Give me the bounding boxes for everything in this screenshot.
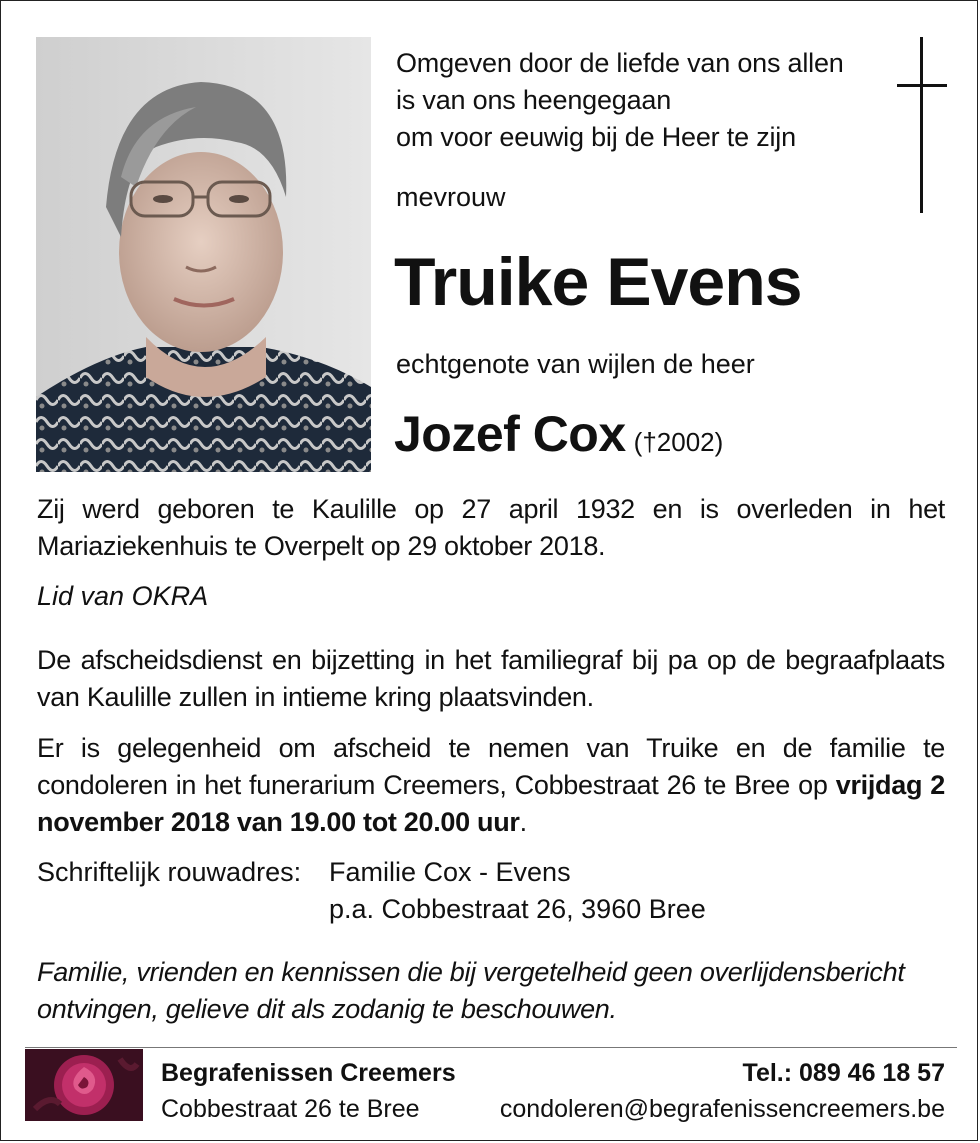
- footer-divider: [25, 1047, 957, 1048]
- visitation-time: vrijdag 2 november 2018 van 19.00 tot 20.00 uur: [37, 770, 946, 837]
- intro-line-2: is van ons heengegaan: [396, 85, 672, 115]
- visitation-text: Er is gelegenheid om afscheid te nemen van Truike en de familie te condoleren in het funerarium Creemers, Cobbestraat 26 te Bree op: [37, 733, 945, 800]
- company-email[interactable]: condoleren@begrafenissencreemers.be: [499, 1095, 945, 1123]
- company-name: Begrafenissen Creemers: [161, 1059, 456, 1087]
- rose-image: [25, 1049, 143, 1121]
- intro-line-3: om voor eeuwig bij de Heer te zijn: [396, 122, 796, 152]
- spouse-name-line: [394, 405, 723, 463]
- closing-note: Familie, vrienden en kennissen die bij vergetelheid geen overlijdensbericht ontvingen, gelieve dit als zodanig te beschouwen.: [37, 957, 905, 1024]
- address-label: Schriftelijk rouwadres:: [37, 857, 302, 887]
- spouse-name: Jozef Cox: [394, 406, 626, 462]
- company-street: Cobbestraat 26 te Bree: [161, 1095, 420, 1123]
- service-paragraph: De afscheidsdienst en bijzetting in het familiegraf bij pa op de begraafplaats van Kaulille zullen in intieme kring plaatsvinden.: [37, 645, 945, 712]
- mourning-address: [37, 854, 706, 928]
- spouse-intro: echtgenote van wijlen de heer: [396, 349, 755, 379]
- title-word: mevrouw: [396, 182, 506, 212]
- birth-death-paragraph: Zij werd geboren te Kaulille op 27 april 1932 en is overleden in het Mariaziekenhuis te Overpelt op 29 oktober 2018.: [37, 494, 945, 561]
- address-line-2: p.a. Cobbestraat 26, 3960 Bree: [329, 894, 706, 924]
- visitation-end: .: [519, 807, 527, 837]
- deceased-name: Truike Evens: [394, 244, 802, 320]
- membership-note: Lid van OKRA: [37, 581, 209, 611]
- visitation-paragraph: [37, 730, 945, 841]
- intro-line-1: Omgeven door de liefde van ons allen: [396, 48, 844, 78]
- address-line-1: Familie Cox - Evens: [329, 857, 571, 887]
- spouse-death-year: (†2002): [633, 427, 724, 457]
- company-phone: Tel.: 089 46 18 57: [742, 1059, 945, 1087]
- portrait-photo: [36, 37, 371, 472]
- intro-verse: [396, 45, 876, 156]
- cross-icon: [897, 37, 947, 213]
